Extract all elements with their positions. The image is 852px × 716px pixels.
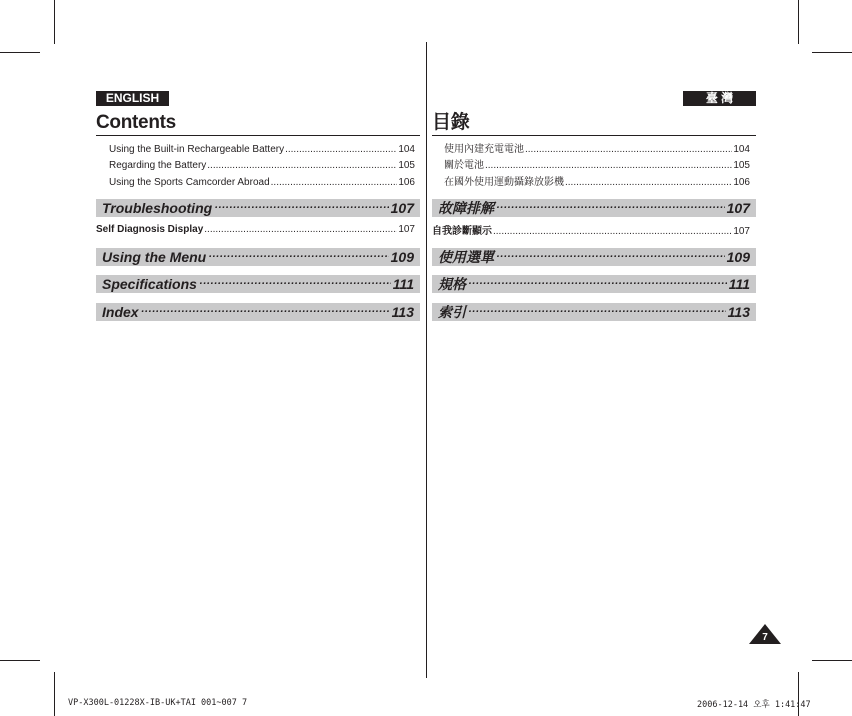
toc-section-using-the-menu-zh[interactable]: 使用選單 ····· 109 (432, 248, 756, 266)
toc-section-troubleshooting-zh[interactable]: 故障排解 ····· 107 (432, 199, 756, 217)
footer-print-info: VP-X300L-01228X-IB-UK+TAI 001~007 7 (68, 698, 248, 708)
english-page-title: Contents (96, 112, 176, 133)
toc-sub-item[interactable]: 在國外使用運動攝錄放影機 ..... 106 (444, 176, 750, 190)
crop-mark (798, 0, 799, 44)
page-number: 7 (762, 632, 768, 643)
toc-section-index-zh[interactable]: 索引 ····· 113 (432, 303, 756, 321)
center-divider (426, 42, 427, 678)
chinese-title-rule (432, 135, 756, 136)
toc-sub-item[interactable]: 關於電池 ..... 105 (444, 159, 750, 173)
toc-sub-item[interactable]: 使用內建充電電池 ..... 104 (444, 143, 750, 157)
crop-mark (54, 672, 55, 716)
toc-section-index[interactable]: Index ····· 113 (96, 303, 420, 321)
toc-section-specifications-zh[interactable]: 規格 ····· 111 (432, 275, 756, 293)
english-title-rule (96, 135, 420, 136)
toc-sub-item[interactable]: 自我診斷顯示 ..... 107 (432, 225, 750, 239)
crop-mark (0, 52, 40, 53)
crop-mark (812, 52, 852, 53)
chinese-page-title: 目錄 (432, 112, 470, 133)
crop-mark (0, 660, 40, 661)
toc-sub-item[interactable]: Using the Built-in Rechargeable Battery ..... 104 (109, 143, 415, 157)
english-language-tag: ENGLISH (96, 91, 169, 106)
toc-sub-item[interactable]: Self Diagnosis Display ..... 107 (96, 223, 415, 237)
toc-sub-item[interactable]: Using the Sports Camcorder Abroad ..... 106 (109, 176, 415, 190)
toc-section-specifications[interactable]: Specifications ····· 111 (96, 275, 420, 293)
crop-mark (54, 0, 55, 44)
page-number-badge (748, 623, 782, 645)
footer-print-date: 2006-12-14 오후 1:41:47 (697, 700, 811, 710)
chinese-language-tag: 臺 灣 (683, 91, 756, 106)
toc-sub-item[interactable]: Regarding the Battery ..... 105 (109, 159, 415, 173)
crop-mark (812, 660, 852, 661)
toc-section-using-the-menu[interactable]: Using the Menu ····· 109 (96, 248, 420, 266)
toc-section-troubleshooting[interactable]: Troubleshooting ····· 107 (96, 199, 420, 217)
